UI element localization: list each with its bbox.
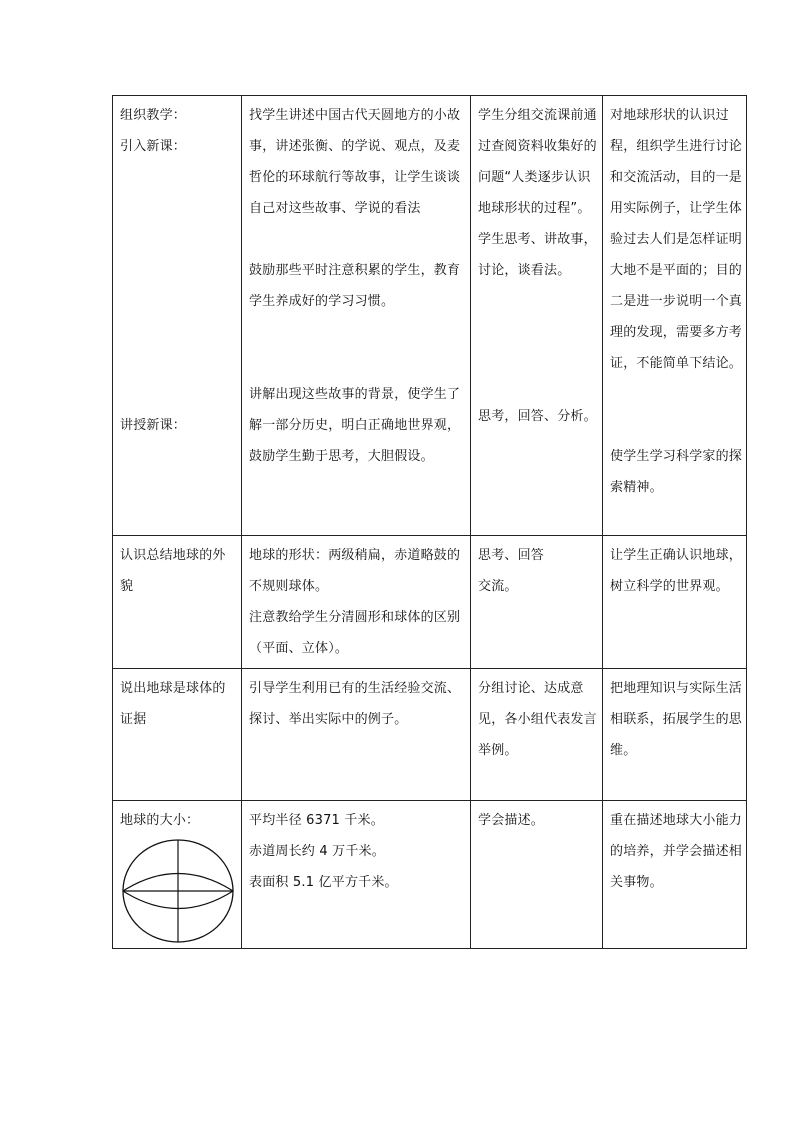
student-activity-cell [471, 801, 603, 949]
step-label: 地球的大小： [120, 813, 200, 828]
teacher-text: 鼓励那些平时注意积累的学生，教育学生养成好的学习习惯。 [249, 263, 461, 309]
student-text: 分组讨论、达成意见，各小组代表发言举例。 [478, 681, 597, 758]
table-row [113, 536, 747, 669]
step-label: 认识总结地球的外貌 [120, 548, 226, 594]
step-label: 引入新课： [120, 139, 187, 154]
intent-text: 使学生学习科学家的探索精神。 [610, 449, 743, 495]
teacher-activity-cell [242, 801, 471, 949]
student-activity-cell [471, 669, 603, 801]
student-text: 学会描述。 [478, 813, 545, 828]
student-text: 思考、回答 [478, 548, 545, 563]
teacher-text: 注意教给学生分清圆形和球体的区别（平面、立体）。 [249, 610, 461, 656]
teacher-activity-cell [242, 536, 471, 669]
teacher-activity-cell [242, 669, 471, 801]
table-row [113, 801, 747, 949]
earth-globe-diagram [121, 838, 235, 944]
teacher-text: 讲解出现这些故事的背景，使学生了解一部分历史，明白正确地世界观，鼓励学生勤于思考，大胆假设。 [249, 387, 461, 464]
teacher-text: 引导学生利用已有的生活经验交流、探讨、举出实际中的例子。 [249, 681, 461, 727]
earth-surface-area-text: 表面积 5.1 亿平方千米。 [249, 875, 398, 890]
intent-text: 把地理知识与实际生活相联系，拓展学生的思维。 [610, 681, 743, 758]
student-activity-cell [471, 536, 603, 669]
step-cell [113, 536, 242, 669]
student-text: 交流。 [478, 579, 518, 594]
step-cell [113, 669, 242, 801]
step-label: 说出地球是球体的证据 [120, 681, 226, 727]
step-label: 组织教学： [120, 108, 187, 123]
design-intent-cell [603, 96, 747, 536]
step-label: 讲授新课： [120, 418, 187, 433]
lesson-plan-table [112, 95, 747, 949]
design-intent-cell [603, 801, 747, 949]
design-intent-cell [603, 536, 747, 669]
intent-text: 对地球形状的认识过程，组织学生进行讨论和交流活动，目的一是用实际例子，让学生体验过去人们是怎样证明大地不是平面的；目的二是进一步说明一个真理的发现，需要多方考证，不能简单下结论。 [610, 108, 743, 371]
teacher-activity-cell [242, 96, 471, 536]
step-cell [113, 801, 242, 949]
student-activity-cell [471, 96, 603, 536]
earth-radius-text: 平均半径 6371 千米。 [249, 813, 384, 828]
design-intent-cell [603, 669, 747, 801]
table-row [113, 96, 747, 536]
intent-text: 重在描述地球大小能力的培养，并学会描述相关事物。 [610, 813, 743, 890]
table-row [113, 669, 747, 801]
teacher-text: 找学生讲述中国古代天圆地方的小故事，讲述张衡、的学说、观点，及麦哲伦的环球航行等故事，让学生谈谈自己对这些故事、学说的看法 [249, 108, 461, 216]
student-text: 学生分组交流课前通过查阅资料收集好的问题“人类逐步认识地球形状的过程”。学生思考、讲故事，讨论，谈看法。 [478, 108, 597, 278]
student-text: 思考，回答、分析。 [478, 409, 597, 424]
intent-text: 让学生正确认识地球，树立科学的世界观。 [610, 548, 743, 594]
earth-circumference-text: 赤道周长约 4 万千米。 [249, 844, 385, 859]
teacher-text: 地球的形状：两级稍扁，赤道略鼓的不规则球体。 [249, 548, 461, 594]
step-cell [113, 96, 242, 536]
